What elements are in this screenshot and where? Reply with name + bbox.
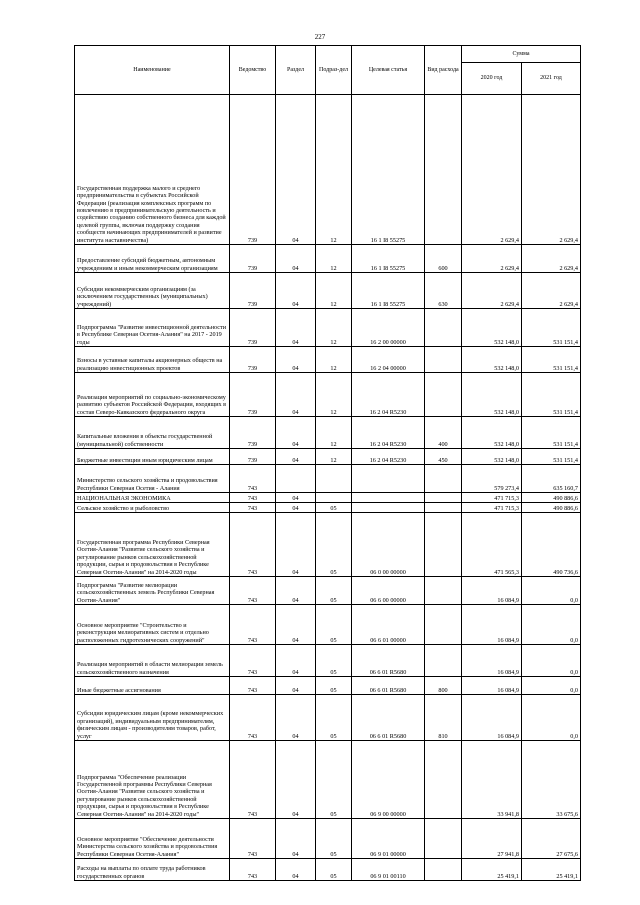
table-row — [75, 503, 581, 513]
row-dept: 739 — [230, 273, 276, 309]
row-sum-2020: 2 629,4 — [462, 95, 522, 245]
row-subsection: 12 — [316, 245, 352, 273]
table-row — [75, 859, 581, 881]
row-dept: 739 — [230, 373, 276, 417]
table-row — [75, 245, 581, 273]
header-subsection: Подраз-дел — [316, 46, 352, 95]
row-name: Основное мероприятие "Обеспечение деятельности Министерства сельского хозяйства и продовольствия Республики Северная Осетия-Алания" — [75, 819, 230, 859]
row-expense-type — [425, 373, 462, 417]
table-row — [75, 309, 581, 347]
row-expense-type — [425, 645, 462, 677]
row-subsection: 05 — [316, 605, 352, 645]
row-section: 04 — [276, 503, 316, 513]
header-sum: Сумма — [462, 46, 581, 63]
row-expense-type — [425, 513, 462, 577]
row-expense-type: 600 — [425, 245, 462, 273]
row-sum-2021: 2 629,4 — [522, 273, 581, 309]
row-expense-type: 630 — [425, 273, 462, 309]
row-article: 06 6 01 R5680 — [352, 695, 425, 741]
row-expense-type — [425, 503, 462, 513]
row-sum-2021: 2 629,4 — [522, 95, 581, 245]
row-dept: 743 — [230, 513, 276, 577]
row-sum-2021: 490 886,6 — [522, 493, 581, 503]
row-article: 06 9 00 00000 — [352, 741, 425, 819]
row-subsection: 12 — [316, 95, 352, 245]
row-expense-type: 810 — [425, 695, 462, 741]
row-expense-type — [425, 605, 462, 645]
row-sum-2021: 490 736,6 — [522, 513, 581, 577]
row-sum-2021: 33 675,6 — [522, 741, 581, 819]
row-name: Субсидии юридическим лицам (кроме некоммерческих организаций), индивидуальным предпринимателям, физическим лицам - производителям товаров, работ, услуг — [75, 695, 230, 741]
row-article — [352, 493, 425, 503]
row-section: 04 — [276, 859, 316, 881]
row-sum-2021: 2 629,4 — [522, 245, 581, 273]
table-row — [75, 695, 581, 741]
row-subsection: 12 — [316, 347, 352, 373]
table-row — [75, 493, 581, 503]
row-expense-type — [425, 493, 462, 503]
row-subsection: 05 — [316, 741, 352, 819]
row-expense-type — [425, 95, 462, 245]
row-name: Капитальные вложения в объекты государственной (муниципальной) собственности — [75, 417, 230, 449]
row-name: Подпрограмма "Обеспечение реализации Государственной программы Республики Северная Осетия-Алания "Развитие сельского хозяйства и регулирование рынков сельскохозяйственной продукции, сырья и продовольствия в Республике Северная Осетия-Алания" на 2014-2020 годы" — [75, 741, 230, 819]
row-sum-2020: 532 148,0 — [462, 417, 522, 449]
row-name: Подпрограмма "Развитие мелиорации сельскохозяйственных земель Республики Северная Осетия-Алания" — [75, 577, 230, 605]
row-sum-2020: 471 715,3 — [462, 493, 522, 503]
row-subsection: 05 — [316, 695, 352, 741]
row-name: Реализация мероприятий в области мелиорации земель сельскохозяйственного назначения — [75, 645, 230, 677]
row-sum-2021: 25 419,1 — [522, 859, 581, 881]
row-article: 06 9 01 00110 — [352, 859, 425, 881]
row-sum-2020: 16 084,9 — [462, 677, 522, 695]
row-section: 04 — [276, 605, 316, 645]
row-article: 06 6 00 00000 — [352, 577, 425, 605]
row-sum-2020: 532 148,0 — [462, 449, 522, 465]
table-row — [75, 449, 581, 465]
table-row — [75, 741, 581, 819]
row-sum-2021: 531 151,4 — [522, 309, 581, 347]
table-row — [75, 465, 581, 493]
row-name: Подпрограмма "Развитие инвестиционной деятельности в Республике Северная Осетия-Алания" на 2017 - 2019 годы — [75, 309, 230, 347]
row-section: 04 — [276, 309, 316, 347]
row-section: 04 — [276, 245, 316, 273]
row-dept: 743 — [230, 695, 276, 741]
row-sum-2021: 531 151,4 — [522, 347, 581, 373]
row-subsection: 12 — [316, 273, 352, 309]
row-expense-type — [425, 741, 462, 819]
row-expense-type — [425, 859, 462, 881]
row-dept: 739 — [230, 245, 276, 273]
row-section: 04 — [276, 493, 316, 503]
row-dept: 743 — [230, 677, 276, 695]
row-article: 16 1 I8 55275 — [352, 273, 425, 309]
row-name: Сельское хозяйство и рыболовство — [75, 503, 230, 513]
row-sum-2021: 490 886,6 — [522, 503, 581, 513]
row-sum-2020: 2 629,4 — [462, 245, 522, 273]
row-section: 04 — [276, 417, 316, 449]
row-dept: 743 — [230, 503, 276, 513]
table-row — [75, 347, 581, 373]
row-subsection: 05 — [316, 503, 352, 513]
row-dept: 743 — [230, 645, 276, 677]
budget-table — [74, 45, 581, 881]
row-sum-2021: 27 675,6 — [522, 819, 581, 859]
row-subsection — [316, 493, 352, 503]
row-article — [352, 503, 425, 513]
row-section: 04 — [276, 645, 316, 677]
row-sum-2020: 16 084,9 — [462, 605, 522, 645]
row-section: 04 — [276, 695, 316, 741]
row-section: 04 — [276, 819, 316, 859]
table-row — [75, 605, 581, 645]
row-name: НАЦИОНАЛЬНАЯ ЭКОНОМИКА — [75, 493, 230, 503]
row-sum-2020: 16 084,9 — [462, 695, 522, 741]
row-sum-2021: 0,0 — [522, 645, 581, 677]
row-dept: 743 — [230, 493, 276, 503]
row-subsection: 05 — [316, 577, 352, 605]
row-dept: 743 — [230, 819, 276, 859]
row-subsection: 05 — [316, 859, 352, 881]
header-2020: 2020 год — [462, 63, 522, 95]
row-name: Основное мероприятие "Строительство и реконструкция мелиоративных систем и отдельно расположенных гидротехнических сооружений" — [75, 605, 230, 645]
header-section: Раздел — [276, 46, 316, 95]
row-subsection: 05 — [316, 819, 352, 859]
row-subsection: 05 — [316, 645, 352, 677]
row-article: 06 9 01 00000 — [352, 819, 425, 859]
row-dept: 739 — [230, 309, 276, 347]
row-name: Реализация мероприятий по социально-экономическому развитию субъектов Российской Федерации, входящих в состав Северо-Кавказского федерального округа — [75, 373, 230, 417]
row-sum-2021: 0,0 — [522, 605, 581, 645]
table-row — [75, 273, 581, 309]
row-sum-2020: 27 941,8 — [462, 819, 522, 859]
row-article: 06 6 01 R5680 — [352, 677, 425, 695]
row-sum-2020: 16 084,9 — [462, 645, 522, 677]
row-sum-2021: 0,0 — [522, 677, 581, 695]
row-expense-type — [425, 819, 462, 859]
row-expense-type: 400 — [425, 417, 462, 449]
row-dept: 739 — [230, 449, 276, 465]
row-section: 04 — [276, 373, 316, 417]
table-row — [75, 513, 581, 577]
row-article: 16 1 I8 55275 — [352, 95, 425, 245]
table-row — [75, 373, 581, 417]
row-article: 16 2 04 R5230 — [352, 449, 425, 465]
row-sum-2020: 579 273,4 — [462, 465, 522, 493]
row-dept: 743 — [230, 577, 276, 605]
row-article — [352, 465, 425, 493]
row-name: Государственная программа Республики Северная Осетия-Алания "Развитие сельского хозяйства и регулирование рынков сельскохозяйственной продукции, сырья и продовольствия в Республике Северная Осетия-Алания" на 2014-2020 годы — [75, 513, 230, 577]
row-name: Взносы в уставные капиталы акционерных обществ на реализацию инвестиционных проектов — [75, 347, 230, 373]
row-sum-2020: 532 148,0 — [462, 347, 522, 373]
row-article: 16 2 04 00000 — [352, 347, 425, 373]
row-expense-type — [425, 347, 462, 373]
row-section: 04 — [276, 741, 316, 819]
header-dept: Ведомство — [230, 46, 276, 95]
row-article: 06 6 01 00000 — [352, 605, 425, 645]
row-subsection: 12 — [316, 309, 352, 347]
row-sum-2021: 0,0 — [522, 695, 581, 741]
row-sum-2020: 532 148,0 — [462, 373, 522, 417]
row-subsection: 12 — [316, 373, 352, 417]
row-sum-2021: 531 151,4 — [522, 449, 581, 465]
row-article: 06 6 01 R5680 — [352, 645, 425, 677]
row-section — [276, 465, 316, 493]
row-subsection: 05 — [316, 677, 352, 695]
header-expense-type: Вид расхода — [425, 46, 462, 95]
row-sum-2020: 16 084,9 — [462, 577, 522, 605]
row-article: 06 0 00 00000 — [352, 513, 425, 577]
row-article: 16 2 04 R5230 — [352, 417, 425, 449]
row-expense-type: 800 — [425, 677, 462, 695]
row-expense-type: 450 — [425, 449, 462, 465]
row-sum-2020: 25 419,1 — [462, 859, 522, 881]
row-section: 04 — [276, 577, 316, 605]
row-dept: 739 — [230, 347, 276, 373]
row-section: 04 — [276, 95, 316, 245]
row-subsection: 12 — [316, 449, 352, 465]
table-row — [75, 95, 581, 245]
row-article: 16 2 04 R5230 — [352, 373, 425, 417]
row-sum-2020: 33 941,8 — [462, 741, 522, 819]
row-sum-2021: 531 151,4 — [522, 373, 581, 417]
row-dept: 739 — [230, 417, 276, 449]
row-sum-2021: 635 160,7 — [522, 465, 581, 493]
row-subsection — [316, 465, 352, 493]
header-name: Наименование — [75, 46, 230, 95]
row-dept: 743 — [230, 741, 276, 819]
row-dept: 743 — [230, 465, 276, 493]
row-sum-2020: 2 629,4 — [462, 273, 522, 309]
row-sum-2020: 471 715,3 — [462, 503, 522, 513]
row-section: 04 — [276, 677, 316, 695]
row-sum-2021: 0,0 — [522, 577, 581, 605]
table-row — [75, 819, 581, 859]
row-sum-2021: 531 151,4 — [522, 417, 581, 449]
row-name: Субсидии некоммерческим организациям (за исключением государственных (муниципальных) учреждений) — [75, 273, 230, 309]
row-dept: 743 — [230, 605, 276, 645]
row-dept: 743 — [230, 859, 276, 881]
page-number: 227 — [314, 33, 326, 41]
row-article: 16 2 00 00000 — [352, 309, 425, 347]
row-expense-type — [425, 309, 462, 347]
table-row — [75, 677, 581, 695]
table-row — [75, 577, 581, 605]
row-sum-2020: 471 565,3 — [462, 513, 522, 577]
row-name: Расходы на выплаты по оплате труда работников государственных органов — [75, 859, 230, 881]
row-article: 16 1 I8 55275 — [352, 245, 425, 273]
row-dept: 739 — [230, 95, 276, 245]
row-section: 04 — [276, 449, 316, 465]
row-section: 04 — [276, 273, 316, 309]
row-expense-type — [425, 465, 462, 493]
row-name: Предоставление субсидий бюджетным, автономным учреждениям и иным некоммерческим организациям — [75, 245, 230, 273]
row-sum-2020: 532 148,0 — [462, 309, 522, 347]
row-section: 04 — [276, 347, 316, 373]
table-row — [75, 417, 581, 449]
row-name: Государственная поддержка малого и среднего предпринимательства в субъектах Российской Федерации (реализация комплексных программ по вовлечению в предпринимательскую деятельность и содействию созданию собственного бизнеса для каждой целевой группы, включая поддержку создания сообществ начинающих предпринимателей и развитие института наставничества) — [75, 95, 230, 245]
header-2021: 2021 год — [522, 63, 581, 95]
row-subsection: 05 — [316, 513, 352, 577]
row-name: Иные бюджетные ассигнования — [75, 677, 230, 695]
row-name: Бюджетные инвестиции иным юридическим лицам — [75, 449, 230, 465]
row-expense-type — [425, 577, 462, 605]
row-section: 04 — [276, 513, 316, 577]
row-name: Министерство сельского хозяйства и продовольствия Республики Северная Осетия - Алания — [75, 465, 230, 493]
header-article: Целевая статья — [352, 46, 425, 95]
row-subsection: 12 — [316, 417, 352, 449]
table-row — [75, 645, 581, 677]
